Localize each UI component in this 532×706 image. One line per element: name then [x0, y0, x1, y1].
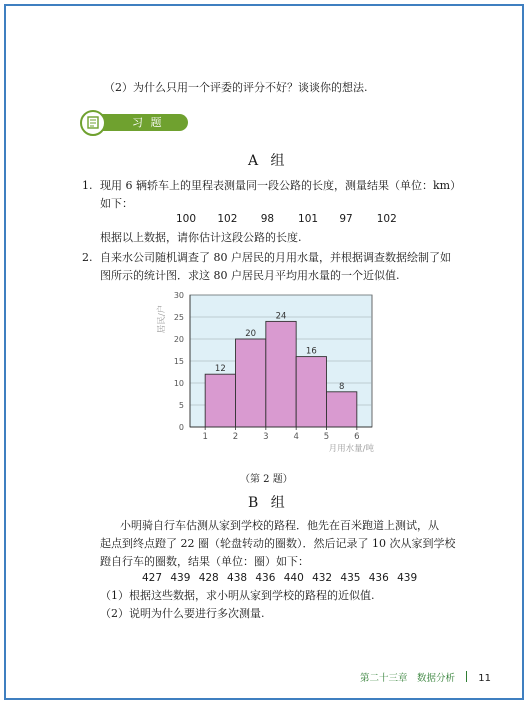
x-tick-label: 3 — [263, 432, 269, 442]
bar-value-label: 12 — [214, 364, 226, 375]
group-b-value: 439 — [170, 572, 191, 584]
y-axis-label: 居民/户 — [157, 304, 167, 334]
water-usage-histogram — [150, 285, 380, 455]
bar-value-label: 8 — [338, 381, 345, 392]
group-b-heading: B 组 — [248, 495, 289, 511]
group-b-value: 438 — [227, 572, 248, 584]
group-b-value: 435 — [340, 572, 361, 584]
y-tick-label: 30 — [173, 291, 184, 300]
group-b-para-line1: 小明骑自行车估测从家到学校的路程．他先在百米跑道上测试，从 — [120, 519, 439, 532]
q1-number: 1. — [82, 179, 93, 192]
group-b-value: 428 — [198, 572, 219, 584]
histogram-bar — [266, 321, 296, 427]
q1-value: 101 — [298, 213, 319, 225]
question-intro: （2）为什么只用一个评委的评分不好？谈谈你的想法. — [104, 81, 368, 94]
histogram-bar — [327, 392, 357, 427]
y-tick-label: 15 — [173, 357, 184, 366]
notebook-icon — [80, 110, 106, 136]
footer-divider — [466, 671, 467, 682]
group-b-value: 436 — [368, 572, 389, 584]
q1-value: 102 — [376, 213, 397, 225]
y-tick-label: 25 — [173, 313, 184, 322]
group-b-value: 440 — [283, 572, 304, 584]
q2-line1: 自来水公司随机调查了 80 户居民的月用水量，并根据调查数据绘制了如 — [100, 251, 451, 264]
group-b-value: 436 — [255, 572, 276, 584]
figure-caption: （第 2 题） — [240, 474, 293, 485]
x-tick-label: 1 — [202, 432, 208, 442]
y-tick-label: 10 — [173, 379, 184, 388]
histogram-bar — [296, 357, 326, 427]
q2-number: 2. — [82, 251, 93, 264]
group-b-value: 432 — [312, 572, 333, 584]
group-b-value: 427 — [142, 572, 163, 584]
q1-value: 98 — [260, 213, 275, 225]
x-axis-label: 月用水量/吨 — [328, 444, 374, 454]
y-tick-label: 20 — [173, 335, 184, 344]
q1-values-row — [176, 213, 397, 225]
q1-line3: 根据以上数据，请你估计这段公路的长度. — [100, 231, 302, 244]
group-b-para-line3: 蹬自行车的圈数，结果（单位：圈）如下： — [100, 555, 309, 568]
footer-page-number: 11 — [478, 673, 491, 684]
y-tick-label: 5 — [178, 401, 184, 410]
exercise-banner — [80, 110, 188, 136]
q1-line2: 如下： — [100, 197, 133, 210]
q1-line1: 现用 6 辆轿车上的里程表测量同一段公路的长度，测量结果（单位：km） — [100, 179, 462, 192]
page-footer — [360, 666, 491, 684]
group-b-values-row — [142, 572, 417, 584]
group-b-q1: （1）根据这些数据，求小明从家到学校的路程的近似值. — [100, 589, 375, 602]
q1-value: 100 — [176, 213, 197, 225]
footer-chapter: 第二十三章 数据分析 — [360, 673, 456, 684]
x-tick-label: 6 — [354, 432, 360, 442]
histogram-bar — [205, 374, 235, 427]
q1-value: 97 — [339, 213, 353, 225]
histogram-bar — [236, 339, 266, 427]
group-b-para-line2: 起点到终点蹬了 22 圈（轮盘转动的圈数）．然后记录了 10 次从家到学校 — [100, 537, 456, 550]
x-tick-label: 2 — [232, 432, 239, 442]
bar-value-label: 20 — [245, 329, 257, 339]
group-a-heading: A 组 — [248, 153, 289, 169]
group-b-q2: （2）说明为什么要进行多次测量. — [100, 607, 265, 620]
x-tick-label: 5 — [323, 432, 330, 442]
bar-value-label: 24 — [275, 311, 287, 322]
x-tick-label: 4 — [293, 432, 299, 442]
group-b-value: 439 — [397, 572, 418, 584]
y-tick-label: 0 — [178, 423, 184, 432]
q2-line2: 图所示的统计图．求这 80 户居民月平均用水量的一个近似值. — [100, 269, 400, 282]
q1-value: 102 — [217, 213, 238, 225]
bar-value-label: 16 — [305, 346, 317, 357]
banner-title: 习 题 — [132, 116, 164, 129]
